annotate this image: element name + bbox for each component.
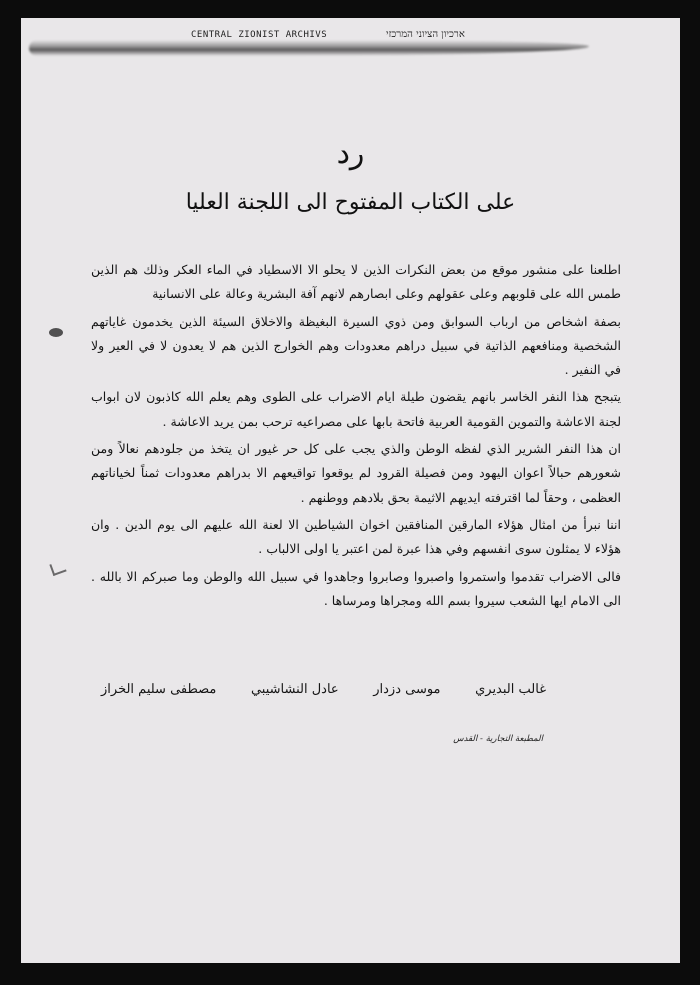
paragraph: يتبجح هذا النفر الخاسر بانهم يقضون طيلة ايام الاضراب على الطوى وهم يعلم الله كاذبون لان ابواب لجنة الاعاشة والتموين القومية العربية فاتحة بابها على مصراعيه ترحب بمن يريد الاعاشة . — [91, 389, 621, 429]
signatory: مصطفى سليم الخراز — [101, 682, 217, 697]
margin-mark — [49, 560, 66, 576]
archive-stamp — [21, 26, 680, 66]
stamp-latin-text: CENTRAL ZIONIST ARCHIVS — [191, 30, 328, 40]
document-sheet — [21, 18, 680, 963]
printer-imprint: المطبعة التجارية - القدس — [453, 734, 543, 744]
signatory: موسى دزدار — [373, 682, 441, 697]
signatory: غالب البديري — [475, 682, 546, 697]
paragraph: فالى الاضراب تقدموا واستمروا واصبروا وصابروا وجاهدوا في سبيل الله والوطن وما صبركم الا بالله . الى الامام ايها الشعب سيروا بسم الله ومجراها ومرساها . — [91, 568, 621, 608]
paragraph: اطلعنا على منشور موقع من بعض النكرات الذين لا يحلو الا الاسطياد في الماء العكر وذلك هم الذين طمس الله على قلوبهم وعلى عقولهم وعلى ابصارهم لانهم آفة البشرية وعالة على الانسانية — [91, 262, 621, 302]
signatories — [101, 682, 546, 697]
paragraph: ان هذا النفر الشرير الذي لفظه الوطن والذي يجب على كل حر غيور ان يتخذ من جلودهم نعالاً ومن شعورهم حبالاً اعوان اليهود ومن فصيلة القرود لم يوقعوا تواقيعهم الا بدراهم معدودات ثمناً لخياناتهم العظمى ، وحقاً لما اقترفته ايديهم الاثيمة بحق بلادهم ووطنهم . — [91, 441, 621, 505]
punch-hole-mark — [49, 328, 63, 337]
document-subtitle: على الكتاب المفتوح الى اللجنة العليا — [185, 190, 516, 215]
stamp-hebrew-text: ארכיון הציוני המרכזי — [386, 29, 465, 40]
document-title: رد — [336, 136, 365, 171]
signatory: عادل النشاشيبي — [250, 682, 339, 697]
paragraph: اننا نبرأ من امثال هؤلاء المارقين المنافقين اخوان الشياطين الا لعنة الله عليهم الى يوم الدين . وان هؤلاء لا يمثلون سوى انفسهم وفي هذا عبرة لمن اعتبر يا اولى الالباب . — [91, 516, 621, 557]
paragraph: بصفة اشخاص من ارباب السوابق ومن ذوي السيرة البغيظة والاخلاق السيئة الذين يخدمون غاياتهم الشخصية ومنافعهم الذاتية في سبيل دراهم معدودات وهم الخوارج الذين هم لا يعدون لا في العير ولا في النفير . — [91, 313, 621, 378]
stamp-smudge — [29, 40, 589, 56]
document-body — [91, 258, 621, 616]
